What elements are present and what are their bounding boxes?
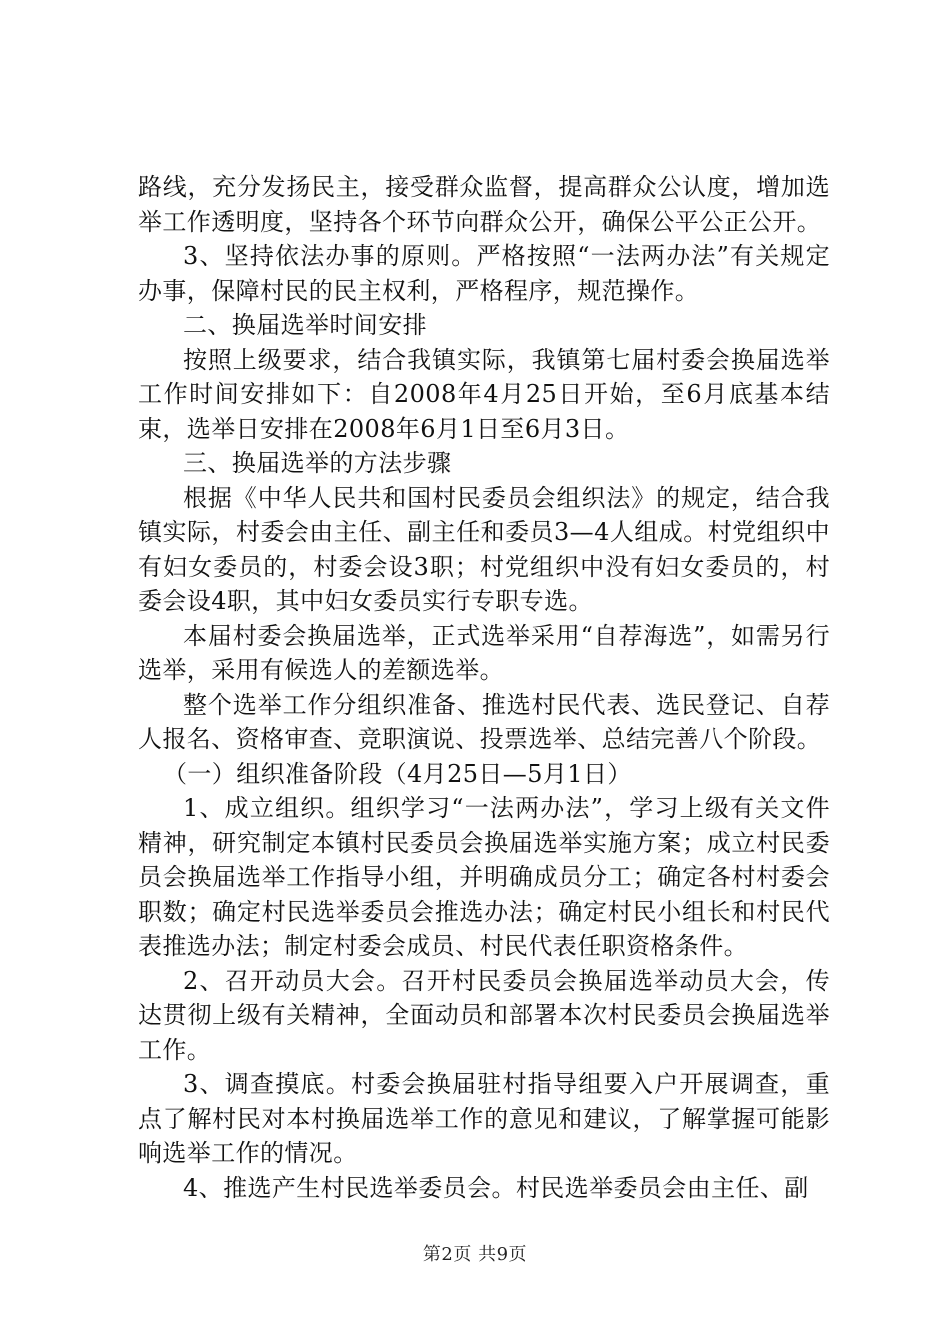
page-number-footer: 第2页 共9页 (422, 1244, 528, 1265)
paragraph-4: 根据《中华人民共和国村民委员会组织法》的规定，结合我镇实际，村委会由主任、副主任和委员3—4人组成。村党组织中有妇女委员的，村委会设3职；村党组织中没有妇女委员的，村委会设4职，其中妇女委员实行专职专选。 (138, 483, 830, 615)
paragraph-10: 4、推选产生村民选举委员会。村民选举委员会由主任、副 (183, 1173, 809, 1202)
paragraph-2: 3、坚持依法办事的原则。严格按照“一法两办法”有关规定办事，保障村民的民主权利，严格程序，规范操作。 (138, 242, 830, 305)
section-heading-3: 三、换届选举的方法步骤 (183, 449, 452, 477)
paragraph-8: 2、召开动员大会。召开村民委员会换届选举动员大会，传达贯彻上级有关精神，全面动员和部署本次村民委员会换届选举工作。 (138, 966, 830, 1064)
paragraph-6: 整个选举工作分组织准备、推选村民代表、选民登记、自荐人报名、资格审查、竞职演说、投票选举、总结完善八个阶段。 (138, 690, 830, 753)
paragraph-7: 1、成立组织。组织学习“一法两办法”，学习上级有关文件精神，研究制定本镇村民委员会换届选举实施方案；成立村民委员会换届选举工作指导小组，并明确成员分工；确定各村村委会职数；确定村民选举委员会推选办法；确定村民小组长和村民代表推选办法；制定村委会成员、村民代表任职资格条件。 (138, 794, 830, 960)
subsection-heading-1: （一）组织准备阶段（4月25日—5月1日） (163, 759, 632, 788)
paragraph-1: 路线，充分发扬民主，接受群众监督，提高群众公认度，增加选举工作透明度，坚持各个环节向群众公开，确保公平公正公开。 (138, 173, 830, 236)
section-heading-2: 二、换届选举时间安排 (183, 311, 427, 339)
paragraph-5: 本届村委会换届选举，正式选举采用“自荐海选”，如需另行选举，采用有候选人的差额选举。 (138, 621, 830, 684)
paragraph-3: 按照上级要求，结合我镇实际，我镇第七届村委会换届选举工作时间安排如下：自2008年4月25日开始，至6月底基本结束，选举日安排在2008年6月1日至6月3日。 (138, 345, 830, 443)
document-body (138, 170, 830, 1205)
paragraph-9: 3、调查摸底。村委会换届驻村指导组要入户开展调查，重点了解村民对本村换届选举工作的意见和建议，了解掌握可能影响选举工作的情况。 (138, 1070, 830, 1167)
